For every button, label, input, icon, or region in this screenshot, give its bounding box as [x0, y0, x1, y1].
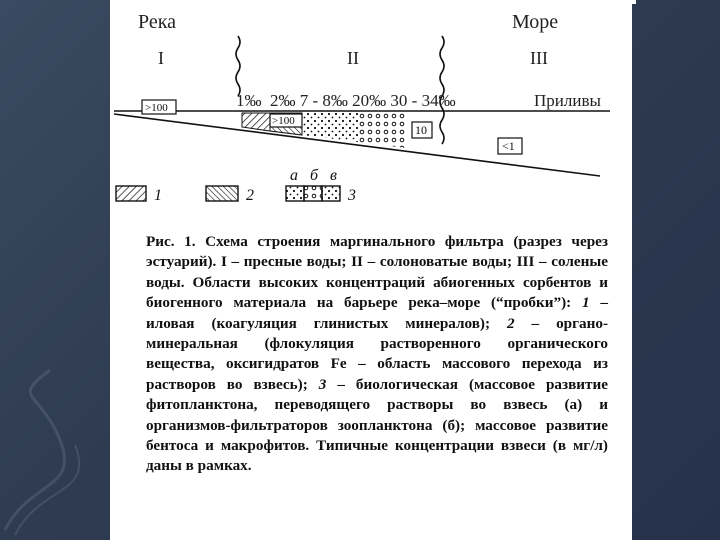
zone-i-label: I: [158, 48, 164, 68]
scanned-page: [110, 0, 632, 540]
zone-biological-dots: [302, 113, 358, 142]
tides-label: Приливы: [534, 91, 601, 110]
boundary-fresh-brackish: [236, 36, 240, 96]
caption-num-2: 2: [507, 314, 515, 332]
caption-label: Рис. 1.: [146, 233, 196, 250]
legend-sub-a: а: [290, 167, 298, 184]
legend-swatch-3b: [304, 186, 322, 201]
boundary-brackish-saline: [440, 36, 444, 144]
box-mid-text: 10: [415, 123, 427, 137]
caption-part-2: – иловая (коагуляция глинистых минералов);: [146, 294, 608, 332]
legend-swatch-3a: [286, 186, 304, 201]
zone-biological-circles: [358, 113, 406, 148]
figure-caption: [146, 232, 608, 477]
background-swirl-decoration: [0, 360, 110, 540]
legend-sub-b: б: [310, 167, 319, 184]
salinity-scale: 1‰ 2‰ 7 - 8‰ 20‰ 30 - 34‰: [236, 91, 456, 110]
legend-swatch-1: [116, 186, 146, 201]
caption-part-3: – органо-минеральная (флокуляция растворенного органического вещества, оксигидратов Fe – область массового перехода из растворов во взвесь);: [146, 314, 609, 393]
legend-swatch-3v: [322, 186, 340, 201]
caption-part-1: Схема строения маргинального фильтра (разрез через эстуарий). I – пресные воды; II – солоноватые воды; III – соленые воды. Области высоких концентраций абиогенных сорбентов и биогенного материала на барьере река–море (“пробки”):: [146, 233, 608, 312]
legend-swatch-2: [206, 186, 238, 201]
box-sea-text: <1: [502, 139, 515, 153]
zone-iii-label: III: [530, 48, 548, 68]
caption-num-1: 1: [582, 294, 590, 312]
caption-num-3: 3: [318, 375, 327, 393]
marginal-filter-diagram: [110, 0, 632, 222]
legend-num-1: 1: [154, 187, 162, 204]
box-plume-text: >100: [272, 115, 295, 127]
zone-ii-label: II: [347, 48, 359, 68]
label-sea: Море: [512, 11, 559, 33]
legend-sub-v: в: [330, 167, 337, 184]
legend-num-3: 3: [348, 187, 356, 204]
legend-num-2: 2: [246, 187, 254, 204]
zone-silt-plug: [242, 113, 270, 131]
page-corner: [632, 0, 636, 4]
label-river: Река: [138, 11, 177, 33]
box-river-text: >100: [145, 102, 168, 114]
caption-part-4: – биологическая (массовое развитие фитопланктона, переводящего растворы во взвесь (а) и организмов-фильтраторов зоопланктона (б); массовое развитие бентоса и макрофитов. Типичные концентрации взвеси (в мг/л) даны в рамках.: [146, 375, 608, 475]
